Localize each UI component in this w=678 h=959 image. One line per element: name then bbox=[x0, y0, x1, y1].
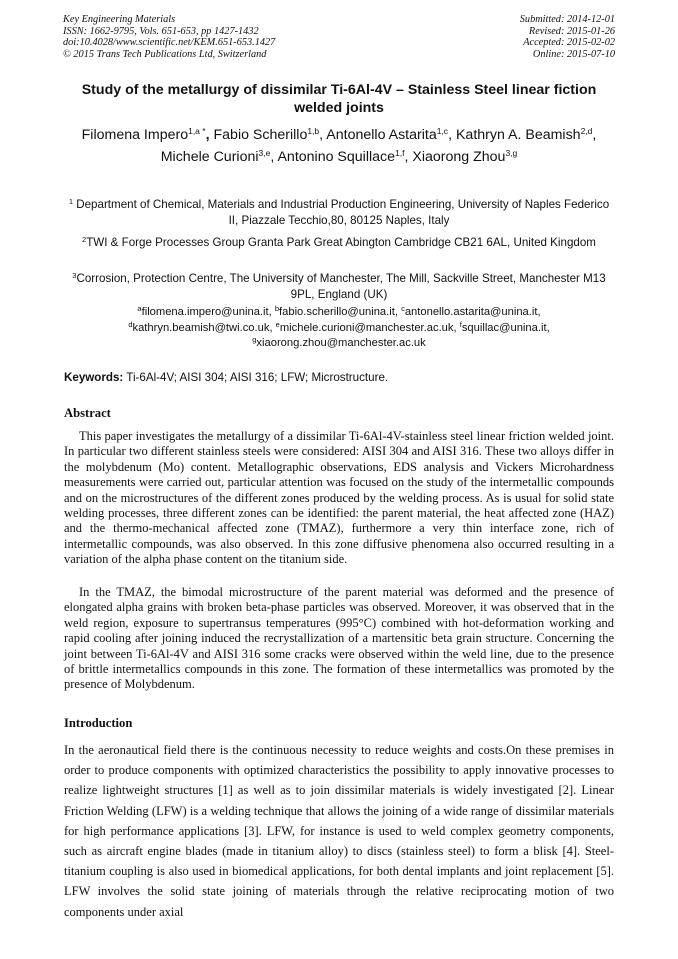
affiliation-1 bbox=[64, 197, 614, 229]
email-separator: , bbox=[546, 321, 550, 334]
author-name: Antonino Squillace bbox=[277, 149, 395, 165]
email-marker: a bbox=[137, 304, 142, 313]
email-address[interactable]: kathryn.beamish@twi.co.uk bbox=[132, 321, 270, 334]
author-separator: , bbox=[319, 127, 324, 143]
author-7 bbox=[412, 149, 517, 165]
revised-date: Revised: 2015-01-26 bbox=[528, 25, 615, 37]
keywords-line bbox=[64, 370, 616, 385]
email-address[interactable]: fabio.scherillo@unina.it bbox=[279, 306, 395, 318]
author-name: Fabio Scherillo bbox=[213, 127, 308, 143]
affiliation-marker: 3 bbox=[72, 271, 77, 280]
author-name: Kathryn A. Beamish bbox=[455, 127, 581, 143]
email-separator: , bbox=[453, 321, 460, 334]
email-separator: , bbox=[269, 321, 276, 334]
author-2 bbox=[214, 127, 320, 143]
keywords-label: Keywords: bbox=[64, 371, 124, 384]
author-separator: , bbox=[270, 149, 275, 165]
submitted-date: Submitted: 2014-12-01 bbox=[519, 14, 615, 25]
author-separator: , bbox=[448, 127, 453, 143]
email-marker: c bbox=[401, 304, 405, 313]
author-6 bbox=[277, 149, 404, 165]
author-name: Michele Curioni bbox=[160, 149, 259, 165]
author-separator: , bbox=[404, 149, 409, 165]
author-name: Xiaorong Zhou bbox=[412, 149, 506, 165]
keywords-text: Ti-6Al-4V; AISI 304; AISI 316; LFW; Microstructure. bbox=[126, 371, 389, 384]
author-list bbox=[60, 124, 618, 168]
email-marker: e bbox=[275, 319, 280, 329]
abstract-paragraph-2: In the TMAZ, the bimodal microstructure of the parent material was deformed and the presence of elongated alpha grains with broken beta-phase particles was observed. Moreover, it was observed that in the weld region, exposure to supertransus temperatures (995°C) combined with hot-deformation working and rapid cooling after joining induced the recrystallization of a martensitic beta grain structure. Concerning the joint between Ti-6Al-4V and AISI 316 some cracks were observed within the weld line, due to the presence of brittle intermetallics compounds in this zone. The formation of these intermetallics was promoted by the presence of Molybdenum. bbox=[64, 585, 614, 692]
author-marker: 1,b bbox=[307, 126, 320, 136]
doi-line: doi:10.4028/www.scientific.net/KEM.651-653.1427 bbox=[63, 37, 276, 49]
abstract-heading: Abstract bbox=[64, 406, 111, 420]
paper-title: Study of the metallurgy of dissimilar Ti-6Al-4V – Stainless Steel linear fiction welded joints bbox=[81, 82, 597, 116]
journal-name: Key Engineering Materials bbox=[63, 14, 176, 25]
affiliation-text: TWI & Forge Processes Group Granta Park Great Abington Cambridge CB21 6AL, United Kingdom bbox=[86, 236, 596, 249]
author-1 bbox=[82, 127, 206, 143]
affiliation-2 bbox=[64, 235, 614, 251]
affiliation-3 bbox=[64, 271, 614, 303]
copyright-line: © 2015 Trans Tech Publications Ltd, Switzerland bbox=[63, 48, 267, 60]
issn-line: ISSN: 1662-9795, Vols. 651-653, pp 1427-1432 bbox=[63, 25, 259, 37]
author-marker: 1,f bbox=[395, 148, 405, 158]
introduction-paragraph-1: In the aeronautical field there is the continuous necessity to reduce weights and costs.On these premises in order to produce components with optimized characteristics the possibility to apply innovative processes to realize lightweight structures [1] as well as to join dissimilar materials is widely investigated [2]. Linear Friction Welding (LFW) is a welding technique that allows the joining of a wide range of dissimilar materials for high performance applications [3]. LFW, for instance is used to weld complex geometry components, such as aircraft engine blades (made in titanium alloy) to discs (stainless steel) to form a blisk [4]. Steel-titanium coupling is also used in biomedical applications, for both dental implants and joint replacement [5]. LFW involves the solid state joining of materials through the relative reciprocating motion of two components under axial bbox=[64, 743, 614, 919]
author-marker: 3,e bbox=[258, 148, 271, 158]
author-3 bbox=[326, 127, 448, 143]
author-separator: , bbox=[205, 127, 210, 143]
email-list bbox=[64, 305, 614, 352]
author-marker: 3,g bbox=[505, 148, 518, 158]
journal-info bbox=[63, 14, 275, 60]
email-marker: d bbox=[128, 319, 133, 329]
email-address[interactable]: filomena.impero@unina.it bbox=[141, 306, 269, 318]
author-name: Filomena Impero bbox=[81, 127, 189, 143]
author-5 bbox=[161, 149, 271, 165]
email-marker: g bbox=[252, 335, 257, 344]
email-separator: , bbox=[268, 306, 275, 318]
accepted-date: Accepted: 2015-02-02 bbox=[523, 37, 615, 49]
affiliation-marker: 2 bbox=[82, 235, 87, 244]
author-marker: 1,a * bbox=[188, 126, 206, 136]
author-name: Antonello Astarita bbox=[326, 127, 437, 143]
author-marker: 2,d bbox=[580, 126, 593, 136]
affiliation-text: Corrosion, Protection Centre, The University of Manchester, The Mill, Sackville Street, Manchester M13 9PL, England (UK) bbox=[76, 272, 606, 301]
email-separator: , bbox=[394, 306, 402, 318]
author-separator: , bbox=[592, 127, 597, 143]
email-marker: f bbox=[459, 319, 462, 329]
online-date: Online: 2015-07-10 bbox=[532, 48, 615, 60]
affiliation-text: Department of Chemical, Materials and Industrial Production Engineering, University of Naples Federico II, Piazzale Tecchio,80, 80125 Naples, Italy bbox=[76, 198, 610, 227]
email-address[interactable]: xiaorong.zhou@manchester.ac.uk bbox=[256, 337, 426, 349]
introduction-heading: Introduction bbox=[64, 716, 133, 730]
email-address[interactable]: antonello.astarita@unina.it bbox=[404, 306, 538, 318]
email-separator: , bbox=[537, 306, 541, 318]
affiliation-marker: 1 bbox=[68, 197, 73, 206]
author-marker: 1,c bbox=[436, 126, 449, 136]
email-address[interactable]: michele.curioni@manchester.ac.uk bbox=[279, 321, 454, 334]
author-4 bbox=[456, 127, 592, 143]
abstract-paragraph-1: This paper investigates the metallurgy of a dissimilar Ti-6Al-4V-stainless steel linear friction welded joint. In particular two different stainless steels were considered: AISI 304 and AISI 316. These two alloys differ in the molybdenum (Mo) content. Metallographic observations, EDS analysis and Vickers Microhardness measurements were carried out, particular attention was focused on the study of the intermetallic compounds and on the microstructures of the different zones produced by the welding process. As is usual for solid state welding processes, three different zones can be identified: the parent material, the heat affected zone (HAZ) and the thermo-mechanical affected zone (TMAZ), furthermore a very thin interface zone, rich of intermetallic compounds, was also observed. In this zone diffusive phenomena also occurred resulting in a variation of the alpha phase content on the titanium side. bbox=[64, 429, 614, 567]
publication-dates bbox=[520, 14, 615, 60]
email-marker: b bbox=[274, 304, 280, 313]
email-address[interactable]: squillac@unina.it bbox=[461, 321, 547, 334]
